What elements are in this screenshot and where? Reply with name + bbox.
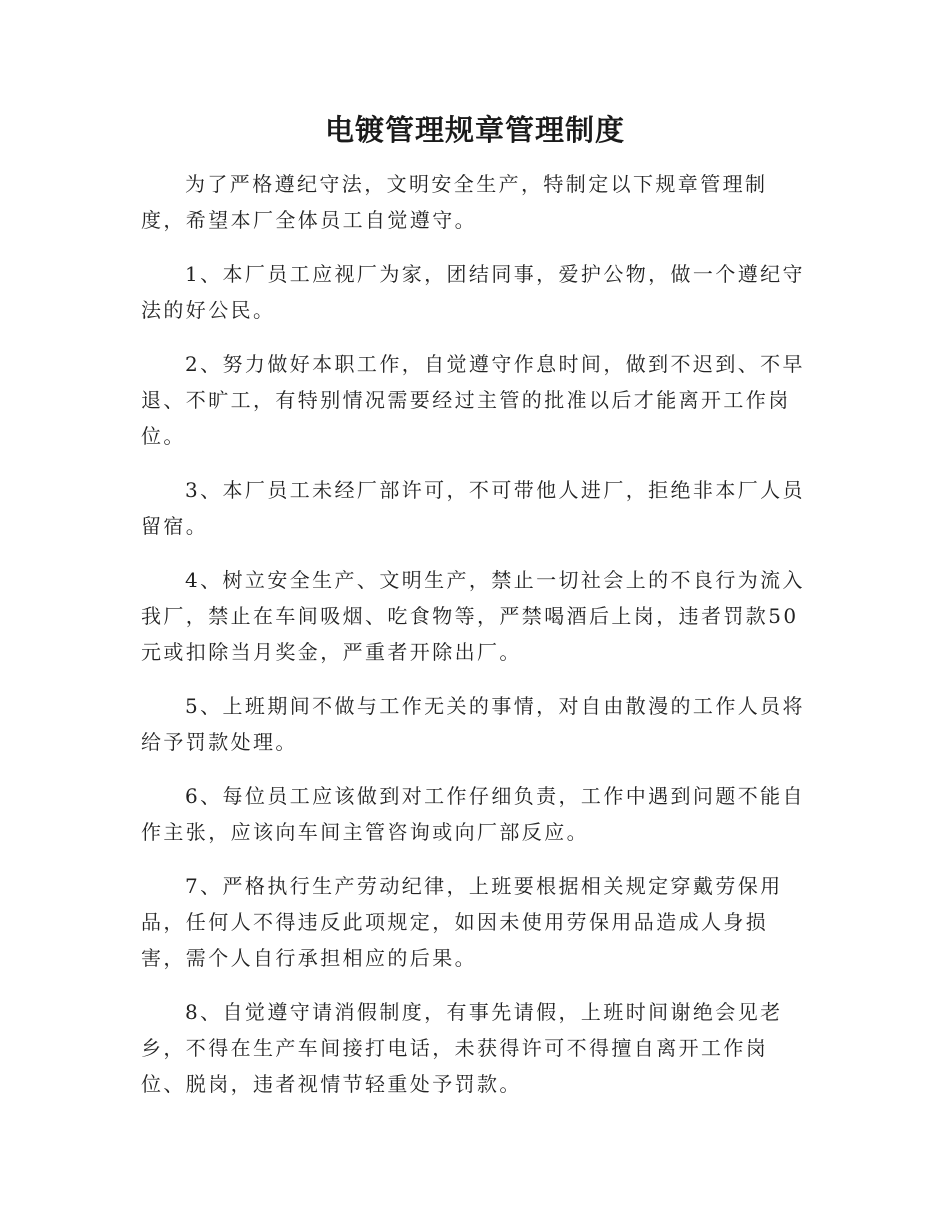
rule-paragraph-5: 5、上班期间不做与工作无关的事情，对自由散漫的工作人员将给予罚款处理。 <box>141 694 805 754</box>
rule-paragraph-8: 8、自觉遵守请消假制度，有事先请假，上班时间谢绝会见老乡，不得在生产车间接打电话，未获得许可不得擅自离开工作岗位、脱岗，违者视情节轻重处予罚款。 <box>141 1000 783 1096</box>
document-title: 电镀管理规章管理制度 <box>324 113 625 147</box>
document-body <box>141 166 805 1120</box>
rule-paragraph-2: 2、努力做好本职工作，自觉遵守作息时间，做到不迟到、不早退、不旷工，有特别情况需要经过主管的批准以后才能离开工作岗位。 <box>141 352 805 448</box>
rule-paragraph-6: 6、每位员工应该做到对工作仔细负责，工作中遇到问题不能自作主张，应该向车间主管咨询或向厂部反应。 <box>141 784 805 844</box>
rule-paragraph-4: 4、树立安全生产、文明生产，禁止一切社会上的不良行为流入我厂，禁止在车间吸烟、吃食物等，严禁喝酒后上岗，违者罚款50元或扣除当月奖金，严重者开除出厂。 <box>141 568 805 664</box>
rule-paragraph-7: 7、严格执行生产劳动纪律，上班要根据相关规定穿戴劳保用品，任何人不得违反此项规定，如因未使用劳保用品造成人身损害，需个人自行承担相应的后果。 <box>141 874 783 970</box>
rule-paragraph-3: 3、本厂员工未经厂部许可，不可带他人进厂，拒绝非本厂人员留宿。 <box>141 478 805 538</box>
rule-paragraph-1: 1、本厂员工应视厂为家，团结同事，爱护公物，做一个遵纪守法的好公民。 <box>141 262 805 322</box>
intro-paragraph: 为了严格遵纪守法，文明安全生产，特制定以下规章管理制度，希望本厂全体员工自觉遵守。 <box>141 172 768 232</box>
